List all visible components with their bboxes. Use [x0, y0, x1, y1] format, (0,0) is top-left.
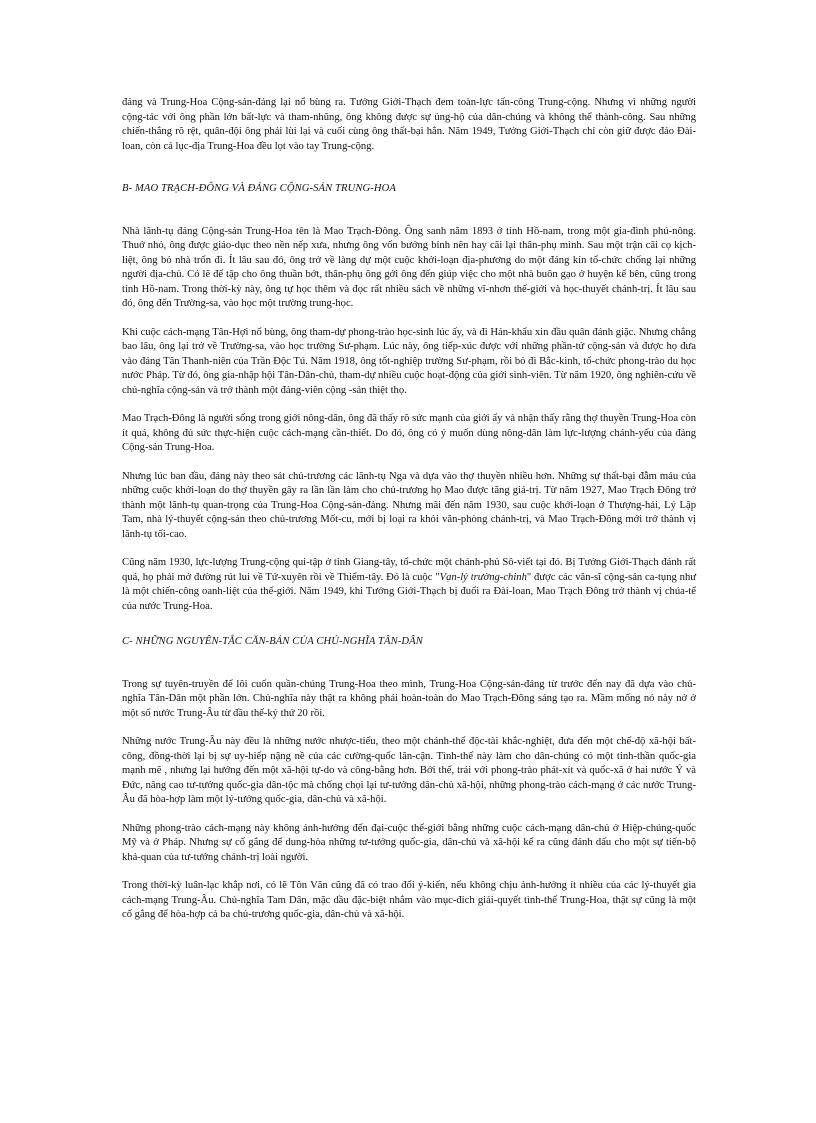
section-b-paragraph-1: Nhà lãnh-tụ đảng Cộng-sản Trung-Hoa tên là Mao Trạch-Đông. Ông sanh năm 1893 ở tỉnh Hồ-nam, trong một gia-đình phú-nông. Thuở nhỏ, ông được giáo-dục theo nền nếp xưa, nhưng ông vốn bướng bỉnh nên hay cãi lại thân-phụ mình. Sau một trận cãi cọ kịch-liệt, ông bỏ nhà trốn đi. Ít lâu sau đó, ông trở về làng dự một cuộc khởi-loạn địa-phương do một đảng kín tổ-chức chống lại những người địa-chủ. Có lẽ để tập cho ông thuần bớt, thân-phụ ông gởi ông đến giúp việc cho một nhà buôn gạo ở huyện kế bên, cũng trong tỉnh Hồ-nam. Trong thời-kỳ này, ông tự học thêm và đọc rất nhiều sách về những vĩ-nhơn thế-giới và học-thuyết chánh-trị. Ít lâu sau đó, ông đến Trường-sa, vào học một trường trung-học.: [122, 225, 696, 309]
section-b-paragraph-4: Nhưng lúc ban đầu, đảng này theo sát chủ-trương các lãnh-tụ Nga và dựa vào thợ thuyền nhiều hơn. Những sự thất-bại đẫm máu của những cuộc khởi-loạn do thợ thuyền gây ra lần lần làm cho chủ-trương họ Mao được tăng giá-trị. Từ năm 1927, Mao Trạch Đông trở thành một lãnh-tụ quan-trọng của Trung-Hoa Cộng-sản-đảng. Nhưng mãi đến năm 1930, sau cuộc khởi-loạn ở Thượng-hải, Lý Lập Tam, nhà lý-thuyết cộng-sản theo chủ-trương Mốt-cu, mới bị loại ra khỏi văn-phòng chánh-trị, và Mao Trạch-Đông mới trở thành vị lãnh-tụ tối-cao.: [122, 470, 696, 540]
paragraph-text-before: Cũng năm 1930, lực-lượng Trung-cộng qui-tập ở tỉnh Giang-tây, tổ-chức một chánh-phủ Sô-viết tại đó. Bị Tưởng Giới-Thạch đánh rất quá, họ phải mở đường rút lui về Tứ-xuyên rồi về Thiểm-tây. Đó là cuộc ": [122, 557, 696, 583]
section-b-paragraph-2: Khi cuộc cách-mạng Tân-Hợi nổ bùng, ông tham-dự phong-trào học-sinh lúc ấy, và đi Hán-khẩu xin đầu quân đánh giặc. Nhưng chẳng bao lâu, ông lại trở về Trường-sa, vào học trường Sư-phạm. Lúc này, ông tiếp-xúc được với những phần-tử cộng-sản và được họ đưa vào đảng Tân Thanh-niên của Trần Độc Tú. Năm 1918, ông tốt-nghiệp trường Sư-phạm, rồi bỏ đi Bắc-kinh, tổ-chức phong-trào du học nước Pháp. Từ đó, ông gia-nhập hội Tân-Dân-chủ, tham-dự nhiều cuộc hoạt-động của giới sinh-viên. Từ năm 1920, ông nghiên-cứu về chủ-nghĩa cộng-sản và trở thành một đảng-viên cộng -sản thiệt thọ.: [122, 326, 696, 396]
paragraph-text-after: " được các văn-sĩ cộng-sản ca-tụng như là một chiến-công oanh-liệt của thế-giới. Năm 1949, khi Tưởng Giới-Thạch bị đuổi ra Đài-loan, Mao Trạch Đông trở thành vị chúa-tể của nước Trung-Hoa.: [122, 571, 696, 612]
section-b-paragraph-5: [122, 556, 696, 614]
section-c-paragraph-3: Những phong-trào cách-mạng này không ảnh-hưởng đến đại-cuộc thế-giới bằng những cuộc cách-mạng dân-chủ ở Hiệp-chúng-quốc Mỹ và ở Pháp. Nhưng sự cố gắng để dung-hòa những tư-tưởng quốc-gia, dân-chủ và xã-hội kể ra cũng đánh dấu cho một sự tiến-bộ khả-quan của tư-tưởng chánh-trị loài người.: [122, 822, 696, 863]
section-c-paragraph-4: Trong thời-kỳ luân-lạc khắp nơi, có lẽ Tôn Văn cũng đã có trao đổi ý-kiến, nếu không chịu ảnh-hưởng ít nhiều của các lý-thuyết gia cách-mạng Trung-Âu. Chủ-nghĩa Tam Dân, mặc dầu đặc-biệt nhắm vào mục-đích giải-quyết tình-thế Trung-Hoa, thật sự cũng là một cố gắng để hòa-hợp cả ba chủ-trương quốc-gia, dân-chủ và xã-hội.: [122, 880, 696, 920]
section-c-paragraph-2: Những nước Trung-Âu này đều là những nước nhược-tiểu, theo một chánh-thể độc-tài khắc-nghiệt, đưa đến một chế-độ xã-hội bất-công, đồng-thời lại bị sự uy-hiếp nặng nề của các cường-quốc lân-cận. Tình-thế này làm cho dân-chúng có một tinh-thần quốc-gia mạnh mẽ , nhưng lại hướng đến một xã-hội tự-do và công-bằng hơn. Bởi thế, trái với phong-trào phát-xít và quốc-xã ở hai nước Ý và Đức, nâng cao tư-tưởng quốc-gia dân-tộc mà chống chọi lại tư-tưởng dân-chủ xã-hội, những phong-trào cách-mạng ở các nước Trung-Âu đã hòa-hợp làm một lý-tưởng quốc-gia, dân-chủ và xã-hội.: [122, 736, 696, 805]
section-b-paragraph-3: Mao Trạch-Đông là người sống trong giới nông-dân, ông đã thấy rõ sức mạnh của giới ấy và nhận thấy rằng thợ thuyền Trung-Hoa còn ít quá, không đủ sức thực-hiện cuộc cách-mạng cần-thiết. Do đó, ông có ý muốn dùng nông-dân làm lực-lượng chánh-yếu của đảng Cộng-sản Trung-Hoa.: [122, 413, 696, 453]
intro-paragraph: đảng và Trung-Hoa Cộng-sản-đảng lại nổ bùng ra. Tưởng Giới-Thạch đem toàn-lực tấn-công Trung-cộng. Nhưng vì những người cộng-tác với ông phần lớn bất-lực và tham-nhũng, ông không được sự ủng-hộ của dân-chúng và không thể thành-công. Sau những chiến-thắng rõ rệt, quân-đội ông phải lùi lại và cuối cùng ông thất-bại hẳn. Năm 1949, Tưởng Giới-Thạch chỉ còn giữ được đảo Đài-loan, còn cả lục-địa Trung-Hoa đều lọt vào tay Trung-cộng.: [122, 97, 696, 152]
section-c-paragraph-1: Trong sự tuyên-truyền để lôi cuốn quần-chúng Trung-Hoa theo mình, Trung-Hoa Cộng-sản-đảng từ trước đến nay đã dựa vào chủ-nghĩa Tân-Dân một phần lớn. Chủ-nghĩa này thật ra không phải hoàn-toàn do Mao Trạch-Đông sáng tạo ra. Mầm mống nó này nở ở một số nước Trung-Âu từ đầu thế-kỷ thứ 20 rồi.: [122, 678, 696, 719]
section-c-heading: C- NHỮNG NGUYÊN-TẮC CĂN-BẢN CỦA CHỦ-NGHĨA TÂN-DÂN: [122, 636, 423, 647]
italic-term: Vạn-lý trường-chinh: [439, 571, 527, 583]
document-page: [122, 96, 696, 923]
section-b-heading: B- MAO TRẠCH-ĐÔNG VÀ ĐẢNG CỘNG-SẢN TRUNG-HOA: [122, 183, 396, 194]
